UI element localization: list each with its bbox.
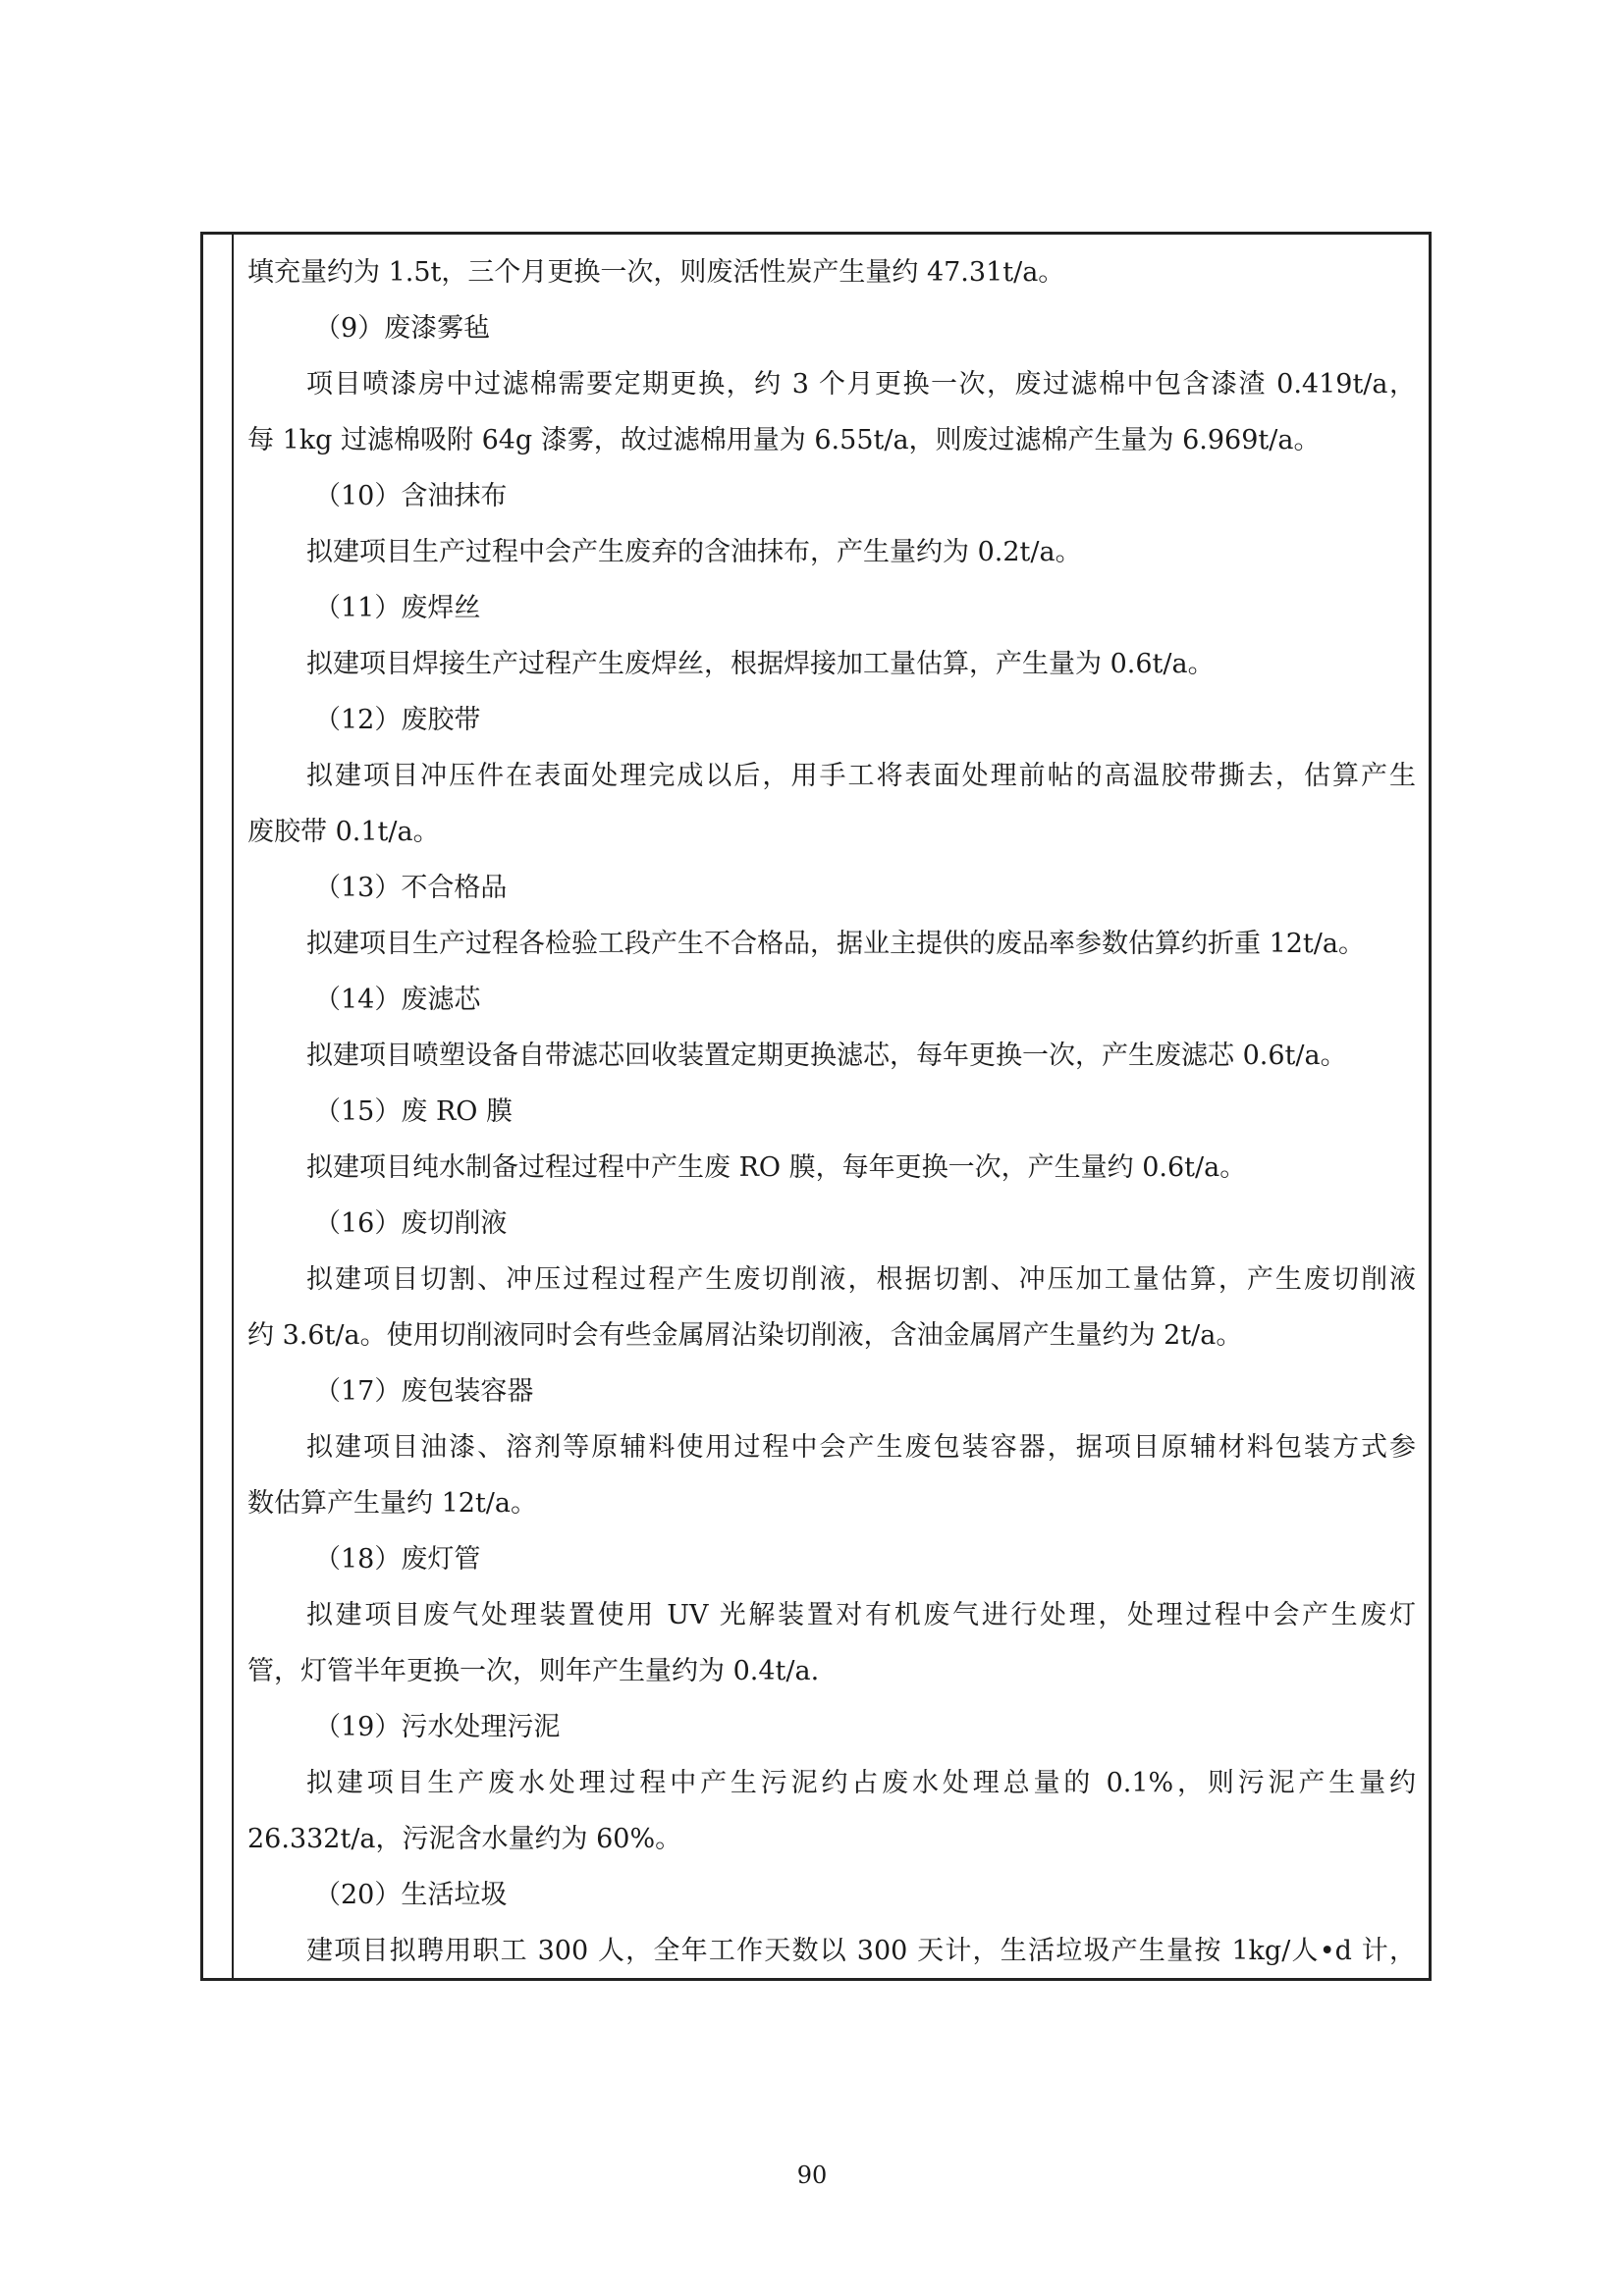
table-column-rule [232, 232, 234, 1981]
section-heading: （13）不合格品 [314, 873, 508, 903]
paragraph-line: 约 3.6t/a。使用切削液同时会有些金属屑沾染切削液，含油金属屑产生量约为 2t/a。 [247, 1320, 1243, 1351]
paragraph-line: 管，灯管半年更换一次，则年产生量约为 0.4t/a. [247, 1656, 820, 1686]
page-number: 90 [796, 2162, 828, 2189]
paragraph-line: 拟建项目生产过程中会产生废弃的含油抹布，产生量约为 0.2t/a。 [306, 537, 1082, 567]
paragraph-line: 填充量约为 1.5t，三个月更换一次，则废活性炭产生量约 47.31t/a。 [247, 257, 1065, 288]
section-heading: （20）生活垃圾 [314, 1880, 508, 1910]
section-heading: （17）废包装容器 [314, 1376, 534, 1407]
paragraph-line: 拟建项目油漆、溶剂等原辅料使用过程中会产生废包装容器，据项目原辅材料包装方式参 [306, 1432, 1416, 1463]
paragraph-line: 拟建项目生产过程各检验工段产生不合格品，据业主提供的废品率参数估算约折重 12t/a。 [306, 929, 1365, 959]
section-heading: （15）废 RO 膜 [314, 1096, 513, 1127]
section-heading: （14）废滤芯 [314, 985, 481, 1015]
paragraph-line: 26.332t/a，污泥含水量约为 60%。 [247, 1824, 682, 1854]
paragraph-line: 拟建项目切割、冲压过程过程产生废切削液，根据切割、冲压加工量估算，产生废切削液 [306, 1264, 1416, 1295]
paragraph-line: 每 1kg 过滤棉吸附 64g 漆雾，故过滤棉用量为 6.55t/a，则废过滤棉产生量为 6.969t/a。 [247, 425, 1321, 455]
paragraph-line: 项目喷漆房中过滤棉需要定期更换，约 3 个月更换一次，废过滤棉中包含漆渣 0.419t/a， [306, 369, 1416, 400]
paragraph-line: 拟建项目喷塑设备自带滤芯回收装置定期更换滤芯，每年更换一次，产生废滤芯 0.6t/a。 [306, 1041, 1347, 1071]
section-heading: （11）废焊丝 [314, 593, 481, 623]
section-heading: （16）废切削液 [314, 1208, 508, 1239]
paragraph-line: 拟建项目冲压件在表面处理完成以后，用手工将表面处理前帖的高温胶带撕去，估算产生 [306, 761, 1416, 791]
section-heading: （10）含油抹布 [314, 481, 508, 511]
paragraph-line: 废胶带 0.1t/a。 [247, 817, 440, 847]
paragraph-line: 拟建项目纯水制备过程过程中产生废 RO 膜，每年更换一次，产生量约 0.6t/a。 [306, 1152, 1247, 1183]
paragraph-line: 拟建项目生产废水处理过程中产生污泥约占废水处理总量的 0.1%，则污泥产生量约 [306, 1768, 1416, 1798]
section-heading: （9）废漆雾毡 [314, 313, 491, 344]
paragraph-line: 数估算产生量约 12t/a。 [247, 1488, 537, 1519]
section-heading: （12）废胶带 [314, 705, 481, 735]
paragraph-line: 拟建项目焊接生产过程产生废焊丝，根据焊接加工量估算，产生量为 0.6t/a。 [306, 649, 1215, 679]
section-heading: （19）污水处理污泥 [314, 1712, 561, 1742]
section-heading: （18）废灯管 [314, 1544, 481, 1575]
paragraph-line: 建项目拟聘用职工 300 人，全年工作天数以 300 天计，生活垃圾产生量按 1kg/人•d 计， [306, 1936, 1416, 1966]
paragraph-line: 拟建项目废气处理装置使用 UV 光解装置对有机废气进行处理，处理过程中会产生废灯 [306, 1600, 1416, 1630]
